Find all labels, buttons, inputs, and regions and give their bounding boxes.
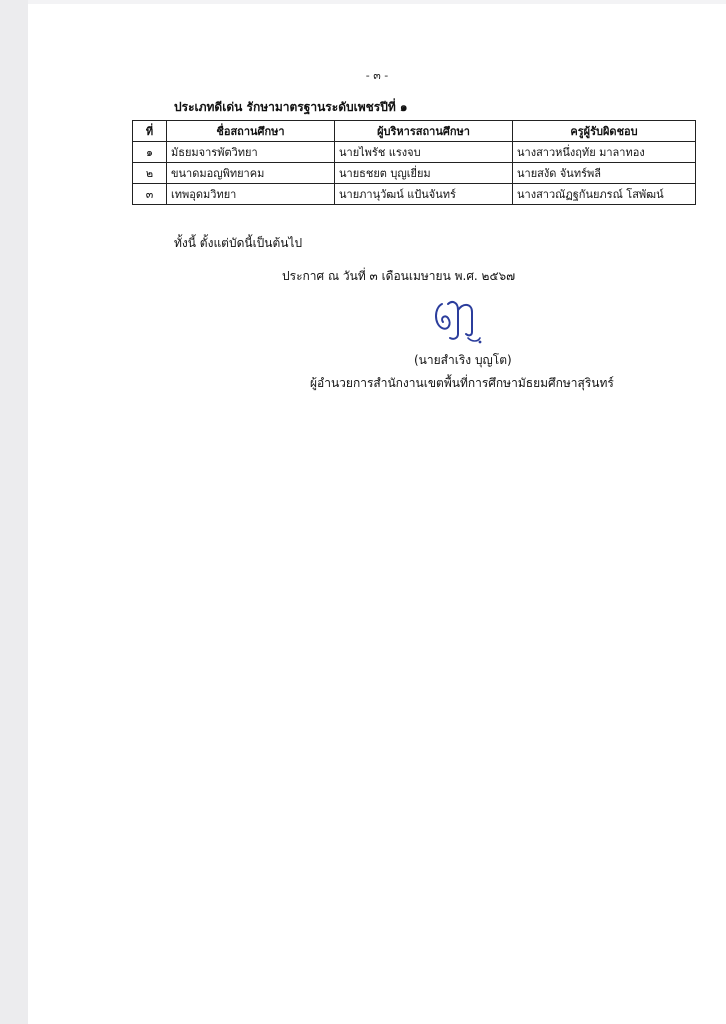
signature-image bbox=[428, 294, 488, 346]
page-number: - ๓ - bbox=[365, 69, 389, 82]
teacher-name: นางสาวหนึ่งฤทัย มาลาทอง bbox=[513, 142, 696, 163]
signer-name: (นายสำเริง บุญโต) bbox=[414, 353, 512, 367]
award-table bbox=[132, 120, 696, 205]
signer-title: ผู้อำนวยการสำนักงานเขตพื้นที่การศึกษามัธยมศึกษาสุรินทร์ bbox=[310, 376, 614, 390]
teacher-name: นางสาวณัฏฐกันยภรณ์ โสพัฒน์ bbox=[513, 184, 696, 205]
document-page bbox=[28, 4, 726, 1024]
column-header-number: ที่ bbox=[133, 121, 167, 142]
category-heading: ประเภทดีเด่น รักษามาตรฐานระดับเพชรปีที่ ๑ bbox=[174, 100, 408, 114]
effective-statement: ทั้งนี้ ตั้งแต่บัดนี้เป็นต้นไป bbox=[174, 236, 303, 250]
row-number: ๒ bbox=[133, 163, 167, 184]
table-row bbox=[133, 163, 696, 184]
column-header-administrator: ผู้บริหารสถานศึกษา bbox=[335, 121, 513, 142]
table-header-row bbox=[133, 121, 696, 142]
table-row bbox=[133, 142, 696, 163]
row-number: ๑ bbox=[133, 142, 167, 163]
page-gutter bbox=[0, 0, 28, 1024]
administrator-name: นายธชยต บุญเยี่ยม bbox=[335, 163, 513, 184]
teacher-name: นายสงัด จันทร์พลี bbox=[513, 163, 696, 184]
administrator-name: นายภานุวัฒน์ แป้นจันทร์ bbox=[335, 184, 513, 205]
school-name: มัธยมจารพัตวิทยา bbox=[167, 142, 335, 163]
row-number: ๓ bbox=[133, 184, 167, 205]
administrator-name: นายไพรัช แรงจบ bbox=[335, 142, 513, 163]
announcement-date: ประกาศ ณ วันที่ ๓ เดือนเมษายน พ.ศ. ๒๕๖๗ bbox=[282, 269, 516, 283]
column-header-school: ชื่อสถานศึกษา bbox=[167, 121, 335, 142]
column-header-teacher: ครูผู้รับผิดชอบ bbox=[513, 121, 696, 142]
school-name: ขนาดมอญพิทยาคม bbox=[167, 163, 335, 184]
school-name: เทพอุดมวิทยา bbox=[167, 184, 335, 205]
table-row bbox=[133, 184, 696, 205]
